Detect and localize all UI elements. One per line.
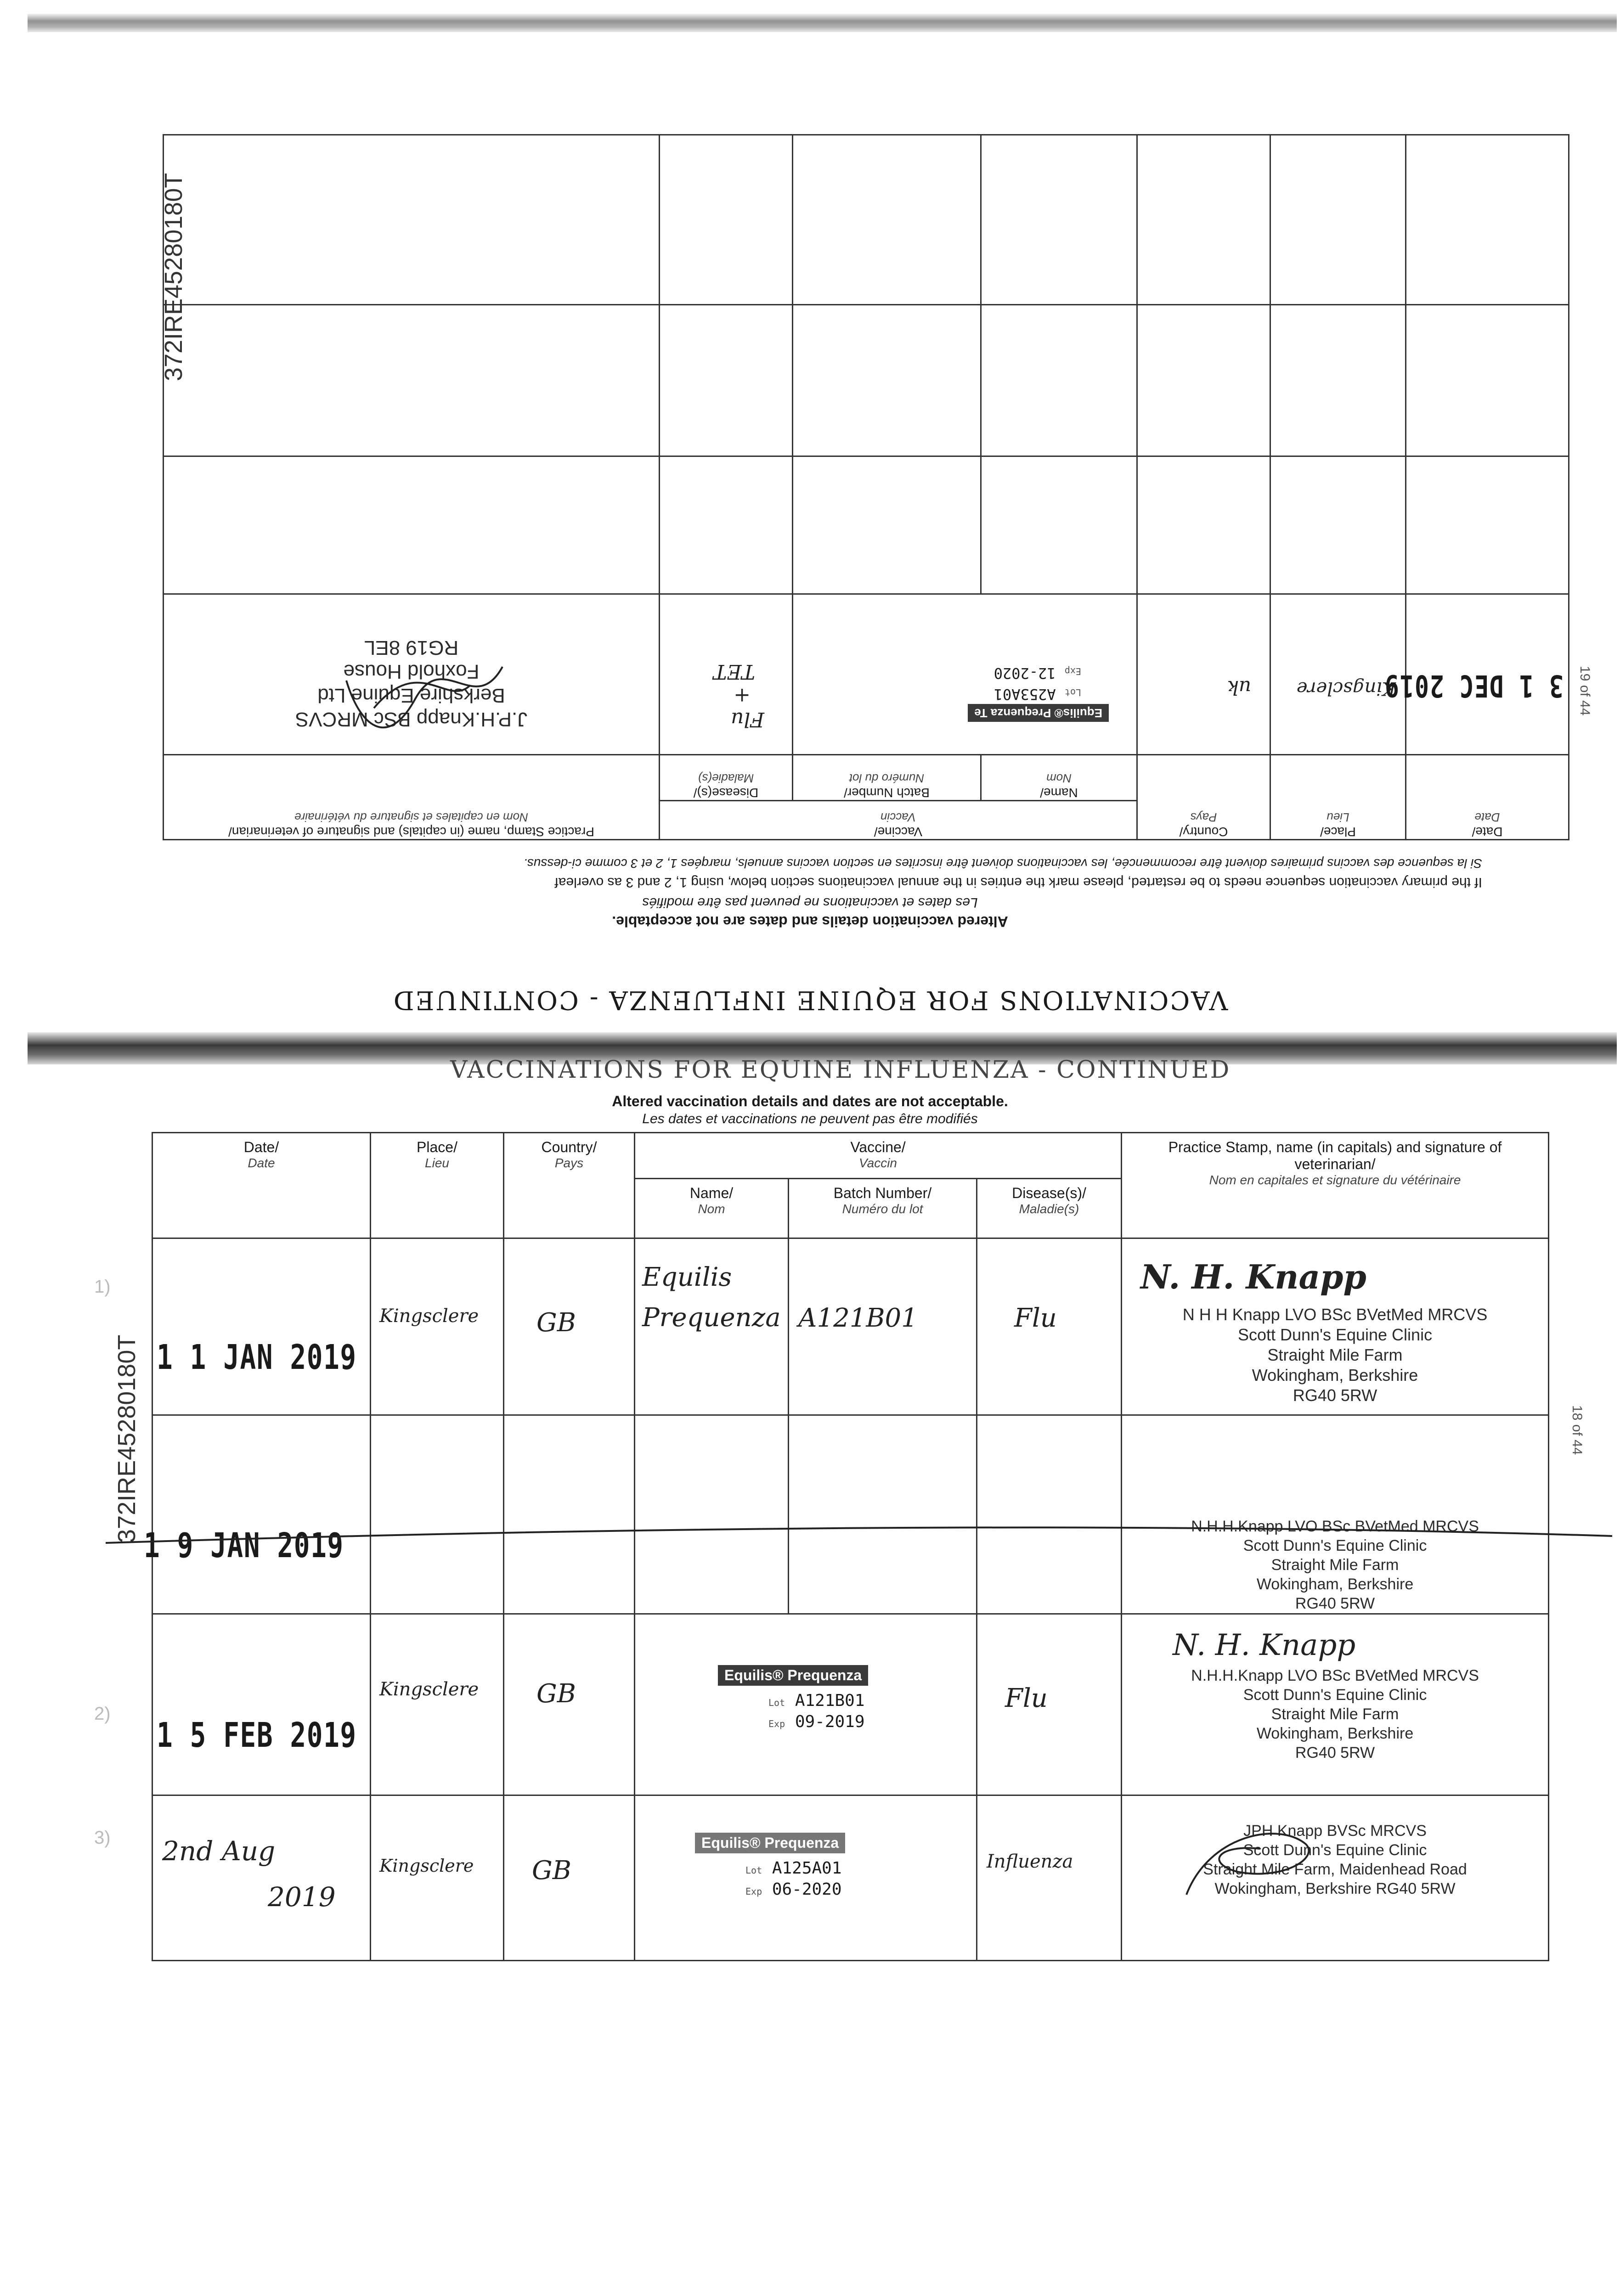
date-cell <box>152 1614 371 1795</box>
place-cell <box>371 1795 504 1961</box>
country-handwritten: GB <box>532 1856 571 1885</box>
lower-header-place: Place/ Lieu <box>371 1133 504 1238</box>
batch-sticker: Lot A125A01 Exp 06-2020 <box>745 1859 842 1899</box>
place-handwritten: Kingsclere <box>379 1679 479 1700</box>
place-cell <box>371 1614 504 1795</box>
lower-header-batch: Batch Number/ Numéro du lot <box>789 1179 977 1238</box>
batch-sticker: Lot A121B01 Exp 09-2019 <box>768 1691 865 1731</box>
date-cell <box>152 1795 371 1961</box>
vet-cell <box>1122 1795 1549 1961</box>
vet-cell <box>1122 1614 1549 1795</box>
upper-header-place: Place/ Lieu <box>1270 755 1406 840</box>
upper-passport-page <box>0 0 1620 1024</box>
upper-serial: 372IRE45280180T <box>160 173 187 381</box>
vet-signature-scribble <box>1168 1817 1333 1908</box>
vaccine-cell <box>635 1795 977 1961</box>
upper-header-vaccine: Vaccine/ Vaccin <box>660 801 1137 840</box>
lower-serial: 372IRE45280180T <box>113 1334 141 1543</box>
upper-disease: Flu + TET <box>713 660 764 731</box>
vet-stamp: N.H.H.Knapp LVO BSc BVetMed MRCVS Scott Dunn's Equine Clinic Straight Mile Farm Wokingham, Berkshire RG40 5RW <box>1191 1518 1479 1612</box>
upper-header-country: Country/ Pays <box>1137 755 1270 840</box>
upper-section-title: VACCINATIONS FOR EQUINE INFLUENZA - CONTINUED <box>392 985 1228 1015</box>
vet-signature: N. H. Knapp <box>1173 1628 1356 1662</box>
disease-cell <box>977 1614 1122 1795</box>
upper-country-cell <box>1137 594 1270 755</box>
vet-stamp: N H H Knapp LVO BSc BVetMed MRCVS Scott Dunn's Equine Clinic Straight Mile Farm Wokingham, Berkshire RG40 5RW <box>1182 1305 1488 1405</box>
country-cell <box>504 1614 635 1795</box>
country-handwritten: GB <box>536 1679 576 1709</box>
table-row <box>152 1614 1549 1795</box>
vet-cell <box>1122 1238 1549 1415</box>
strike-line <box>0 1511 1620 1548</box>
upper-vet-cell <box>164 594 660 755</box>
disease-cell <box>977 1238 1122 1415</box>
upper-page-number: 19 of 44 <box>1577 666 1592 716</box>
upper-signature <box>337 644 512 736</box>
lower-header-country: Country/ Pays <box>504 1133 635 1238</box>
vet-stamp: JPH Knapp BVSc MRCVS Scott Dunn's Equine Clinic Straight Mile Farm, Maidenhead Road Wokingham, Berkshire RG40 5RW <box>1122 1821 1548 1898</box>
stamp-date: 1 5 FEB 2019 <box>157 1716 357 1755</box>
lower-passport-page <box>0 1047 1620 1942</box>
upper-notice-en: Altered vaccination details and dates are not acceptable. <box>612 913 1008 930</box>
row-marker-3: 3) <box>94 1828 111 1848</box>
upper-vaccine-cell <box>793 594 1137 755</box>
lower-header-date: Date/ Date <box>152 1133 371 1238</box>
upper-restart-fr: Si la sequence des vaccins primaires doivent être recommencée, les vaccinations doivent être inscrites en section vaccins annuels, marqées 1, 2 et 3 comme ci-dessus. <box>524 856 1482 871</box>
upper-date: 3 1 DEC 2019 <box>1384 668 1564 703</box>
upper-header-date: Date/ Date <box>1406 755 1569 840</box>
disease-cell <box>977 1795 1122 1961</box>
country-cell <box>504 1795 635 1961</box>
lower-section-title: VACCINATIONS FOR EQUINE INFLUENZA - CONTINUED <box>450 1056 1231 1084</box>
date-handwritten: 2nd Aug 2019 <box>162 1835 336 1913</box>
upper-disease-cell <box>660 594 793 755</box>
upper-notice-fr: Les dates et vaccinations ne peuvent pas être modifiés <box>642 895 978 910</box>
upper-table-row <box>164 594 1569 755</box>
stamp-date: 1 1 JAN 2019 <box>157 1338 357 1377</box>
upper-date-cell <box>1384 594 1569 755</box>
lower-header-name: Name/ Nom <box>635 1179 789 1238</box>
disease-handwritten: Flu <box>1014 1303 1057 1333</box>
upper-page-rotated <box>0 0 1620 1024</box>
vet-stamp: N.H.H.Knapp LVO BSc BVetMed MRCVS Scott Dunn's Equine Clinic Straight Mile Farm Wokingham, Berkshire RG40 5RW <box>1191 1667 1479 1761</box>
table-row <box>152 1238 1549 1415</box>
upper-place: Kingsclere <box>1296 678 1396 699</box>
upper-vaccine-label: Equilis® Prequenza Te <box>968 704 1109 722</box>
country-cell <box>504 1238 635 1415</box>
vet-signature: N. H. Knapp <box>1140 1257 1366 1296</box>
upper-header-vet: Practice Stamp, name (in capitals) and signature of veterinarian/ Nom en capitales et signature du vétérinaire <box>164 755 660 840</box>
country-handwritten: GB <box>536 1308 576 1338</box>
vaccine-sticker: Equilis® Prequenza <box>695 1833 845 1853</box>
lower-header-disease: Disease(s)/ Maladie(s) <box>977 1179 1122 1238</box>
lower-header-vet: Practice Stamp, name (in capitals) and signature of veterinarian/ Nom en capitales et signature du vétérinaire <box>1122 1133 1549 1238</box>
lower-header-vaccine: Vaccine/ Vaccin <box>635 1133 1122 1179</box>
batch-handwritten: A121B01 <box>798 1303 918 1333</box>
stamp-date: 1 9 JAN 2019 <box>144 1526 344 1565</box>
upper-batch: Lot A253A01 Exp 12-2020 <box>993 664 1081 703</box>
row-marker-1: 1) <box>94 1277 111 1297</box>
disease-handwritten: Flu <box>1005 1683 1048 1713</box>
vaccine-sticker: Equilis® Prequenza <box>718 1665 868 1686</box>
lower-notice-en: Altered vaccination details and dates are not acceptable. <box>612 1093 1008 1109</box>
vaccine-handwritten: Equilis Prequenza <box>642 1262 781 1333</box>
upper-header-batch: Batch Number/ Numéro du lot <box>793 755 981 801</box>
table-row <box>152 1795 1549 1961</box>
place-cell <box>371 1238 504 1415</box>
upper-country: uk <box>1227 676 1251 699</box>
upper-vet-stamp: J.P.H.Knapp BSc MRCVS Berkshire Equine Ltd Foxhold House RG19 8EL <box>164 636 659 731</box>
vaccine-name-cell <box>635 1238 789 1415</box>
disease-handwritten: Influenza <box>987 1851 1073 1872</box>
row-marker-2: 2) <box>94 1704 111 1724</box>
upper-restart-en: If the primary vaccination sequence needs to be restarted, please mark the entries in the annual vaccinations section below, using 1, 2 and 3 as overleaf <box>554 875 1482 890</box>
place-handwritten: Kingsclere <box>379 1306 479 1327</box>
vaccine-cell <box>635 1614 977 1795</box>
upper-header-name: Name/ Nom <box>981 755 1137 801</box>
place-handwritten: Kingsclere <box>379 1856 474 1876</box>
lower-notice-fr: Les dates et vaccinations ne peuvent pas être modifiés <box>642 1111 978 1126</box>
date-cell <box>152 1238 371 1415</box>
lower-page-number: 18 of 44 <box>1569 1405 1585 1455</box>
upper-header-disease: Disease(s)/ Maladie(s) <box>660 755 793 801</box>
batch-cell <box>789 1238 977 1415</box>
upper-vaccination-table <box>163 134 1569 840</box>
